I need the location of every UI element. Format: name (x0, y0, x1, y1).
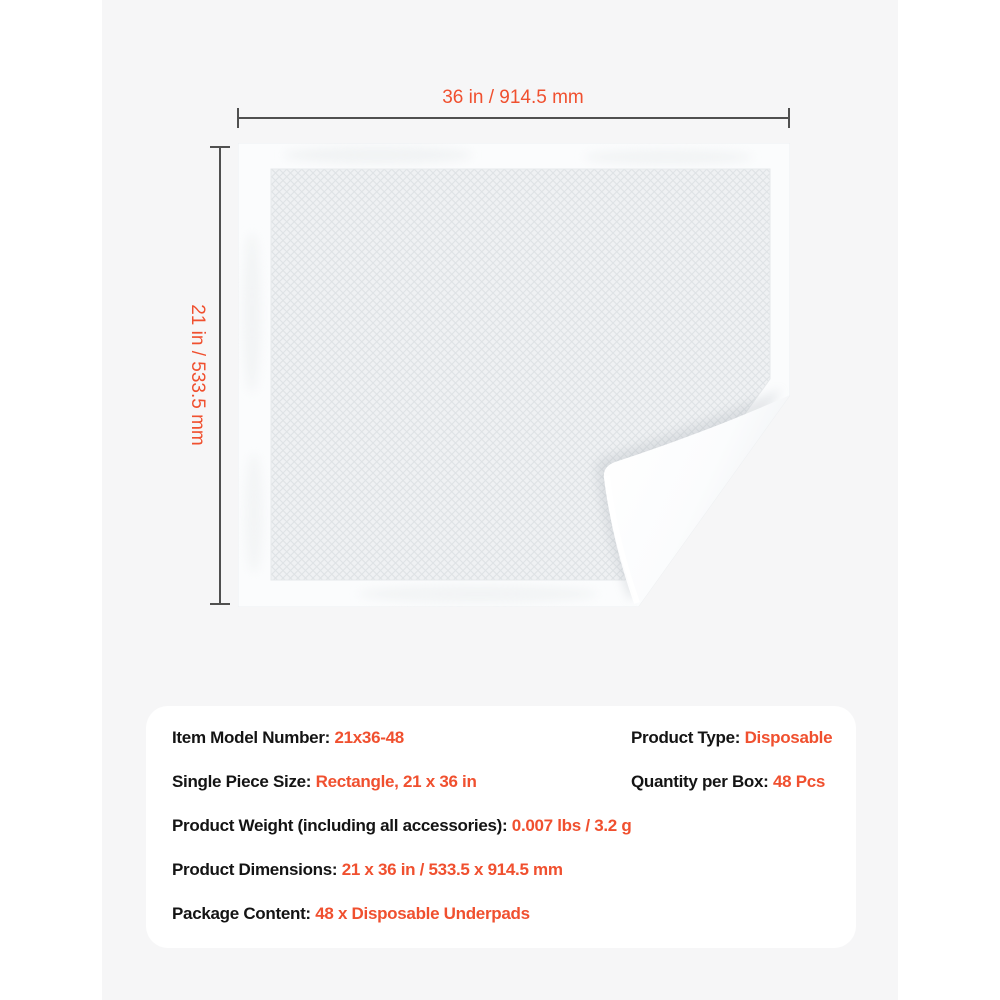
spec-item-model-number (172, 726, 631, 749)
spec-value: Disposable (744, 728, 833, 747)
underpad-image (238, 143, 790, 607)
spec-quantity-per-box (631, 770, 832, 793)
height-dimension-line (219, 146, 221, 605)
spec-value: 21 x 36 in / 533.5 x 914.5 mm (341, 860, 563, 879)
spec-label: Single Piece Size: (172, 772, 312, 791)
spec-label: Package Content: (172, 904, 311, 923)
width-dimension-line (237, 117, 790, 119)
spec-single-piece-size (172, 770, 631, 793)
dimension-endcap (210, 146, 230, 148)
width-dimension-label: 36 in / 914.5 mm (442, 87, 584, 108)
spec-value: 48 Pcs (772, 772, 826, 791)
spec-label: Item Model Number: (172, 728, 331, 747)
spec-label: Product Weight (including all accessories): (172, 816, 508, 835)
spec-value: 0.007 lbs / 3.2 g (511, 816, 632, 835)
spec-label: Quantity per Box: (631, 772, 769, 791)
spec-label: Product Type: (631, 728, 741, 747)
spec-value: 48 x Disposable Underpads (315, 904, 530, 923)
dimension-endcap (788, 108, 790, 128)
spec-value: Rectangle, 21 x 36 in (315, 772, 477, 791)
spec-value: 21x36-48 (334, 728, 404, 747)
spec-card (146, 706, 856, 948)
dimension-endcap (237, 108, 239, 128)
dimension-endcap (210, 603, 230, 605)
spec-product-dimensions (172, 858, 832, 881)
spec-product-type (631, 726, 832, 749)
spec-package-content (172, 902, 832, 925)
height-dimension-label: 21 in / 533.5 mm (187, 304, 208, 446)
spec-product-weight (172, 814, 832, 837)
spec-label: Product Dimensions: (172, 860, 338, 879)
